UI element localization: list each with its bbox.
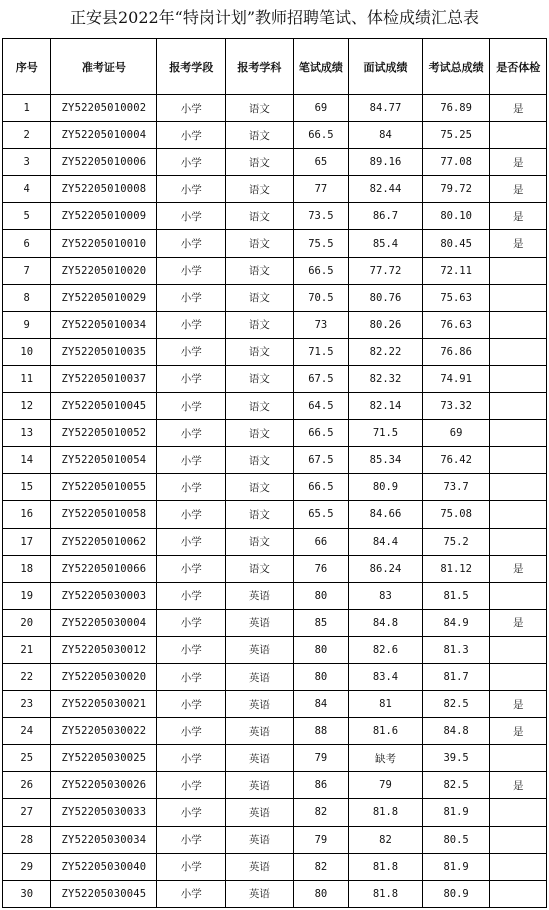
cell-interview-score: 82.14 (349, 393, 423, 420)
cell-subject: 语文 (226, 447, 294, 474)
cell-written-score: 79 (293, 745, 349, 772)
cell-exam-id: ZY52205010055 (51, 474, 157, 501)
cell-seq: 6 (3, 230, 51, 257)
table-row (3, 447, 547, 474)
cell-seq: 17 (3, 528, 51, 555)
cell-exam-id: ZY52205010009 (51, 203, 157, 230)
cell-total-score: 75.2 (422, 528, 490, 555)
cell-subject: 英语 (226, 718, 294, 745)
cell-stage: 小学 (157, 284, 226, 311)
cell-seq: 20 (3, 609, 51, 636)
header-stage: 报考学段 (157, 39, 226, 95)
table-row (3, 718, 547, 745)
cell-total-score: 73.7 (422, 474, 490, 501)
cell-written-score: 77 (293, 176, 349, 203)
cell-seq: 30 (3, 880, 51, 907)
cell-interview-score: 85.4 (349, 230, 423, 257)
cell-exam-id: ZY52205030012 (51, 636, 157, 663)
table-row (3, 853, 547, 880)
cell-interview-score: 81 (349, 691, 423, 718)
cell-total-score: 84.8 (422, 718, 490, 745)
cell-physical-exam (490, 311, 547, 338)
cell-stage: 小学 (157, 555, 226, 582)
header-physical-exam: 是否体检 (490, 39, 547, 95)
table-row (3, 393, 547, 420)
cell-subject: 语文 (226, 420, 294, 447)
cell-seq: 9 (3, 311, 51, 338)
cell-physical-exam: 是 (490, 772, 547, 799)
cell-total-score: 82.5 (422, 691, 490, 718)
cell-physical-exam (490, 501, 547, 528)
cell-stage: 小学 (157, 230, 226, 257)
cell-physical-exam (490, 474, 547, 501)
cell-stage: 小学 (157, 393, 226, 420)
score-table (2, 38, 547, 908)
cell-total-score: 80.45 (422, 230, 490, 257)
cell-subject: 语文 (226, 393, 294, 420)
table-row (3, 257, 547, 284)
cell-total-score: 74.91 (422, 365, 490, 392)
cell-written-score: 84 (293, 691, 349, 718)
cell-written-score: 88 (293, 718, 349, 745)
cell-seq: 11 (3, 365, 51, 392)
cell-seq: 27 (3, 799, 51, 826)
cell-interview-score: 缺考 (349, 745, 423, 772)
cell-seq: 21 (3, 636, 51, 663)
cell-exam-id: ZY52205010002 (51, 95, 157, 122)
cell-written-score: 65.5 (293, 501, 349, 528)
cell-seq: 7 (3, 257, 51, 284)
cell-total-score: 81.7 (422, 663, 490, 690)
page-title: 正安县2022年“特岗计划”教师招聘笔试、体检成绩汇总表 (69, 8, 480, 27)
header-interview-score: 面试成绩 (349, 39, 423, 95)
header-seq: 序号 (3, 39, 51, 95)
cell-physical-exam: 是 (490, 176, 547, 203)
cell-interview-score: 81.8 (349, 853, 423, 880)
cell-exam-id: ZY52205030033 (51, 799, 157, 826)
cell-subject: 英语 (226, 609, 294, 636)
cell-physical-exam: 是 (490, 555, 547, 582)
cell-physical-exam (490, 528, 547, 555)
cell-physical-exam (490, 636, 547, 663)
cell-subject: 语文 (226, 257, 294, 284)
cell-exam-id: ZY52205010010 (51, 230, 157, 257)
header-subject: 报考学科 (226, 39, 294, 95)
cell-seq: 22 (3, 663, 51, 690)
table-row (3, 528, 547, 555)
cell-total-score: 81.12 (422, 555, 490, 582)
cell-written-score: 66.5 (293, 122, 349, 149)
cell-stage: 小学 (157, 149, 226, 176)
cell-stage: 小学 (157, 663, 226, 690)
cell-interview-score: 83 (349, 582, 423, 609)
table-row (3, 95, 547, 122)
cell-stage: 小学 (157, 474, 226, 501)
cell-seq: 26 (3, 772, 51, 799)
cell-written-score: 86 (293, 772, 349, 799)
cell-written-score: 82 (293, 853, 349, 880)
cell-written-score: 70.5 (293, 284, 349, 311)
cell-physical-exam: 是 (490, 149, 547, 176)
cell-exam-id: ZY52205010045 (51, 393, 157, 420)
cell-subject: 英语 (226, 636, 294, 663)
cell-stage: 小学 (157, 176, 226, 203)
cell-exam-id: ZY52205030045 (51, 880, 157, 907)
cell-subject: 语文 (226, 365, 294, 392)
table-row (3, 176, 547, 203)
cell-subject: 语文 (226, 149, 294, 176)
cell-interview-score: 86.24 (349, 555, 423, 582)
cell-seq: 4 (3, 176, 51, 203)
cell-interview-score: 82.22 (349, 338, 423, 365)
cell-interview-score: 80.9 (349, 474, 423, 501)
cell-interview-score: 89.16 (349, 149, 423, 176)
cell-seq: 15 (3, 474, 51, 501)
cell-interview-score: 86.7 (349, 203, 423, 230)
cell-stage: 小学 (157, 582, 226, 609)
cell-total-score: 69 (422, 420, 490, 447)
cell-total-score: 80.5 (422, 826, 490, 853)
table-row (3, 772, 547, 799)
cell-physical-exam: 是 (490, 718, 547, 745)
cell-exam-id: ZY52205010020 (51, 257, 157, 284)
cell-subject: 语文 (226, 555, 294, 582)
table-row (3, 691, 547, 718)
cell-stage: 小学 (157, 447, 226, 474)
cell-interview-score: 81.6 (349, 718, 423, 745)
cell-physical-exam: 是 (490, 609, 547, 636)
cell-seq: 16 (3, 501, 51, 528)
cell-interview-score: 81.8 (349, 880, 423, 907)
table-row (3, 663, 547, 690)
cell-exam-id: ZY52205030003 (51, 582, 157, 609)
cell-physical-exam (490, 853, 547, 880)
table-row (3, 474, 547, 501)
cell-total-score: 39.5 (422, 745, 490, 772)
cell-subject: 语文 (226, 95, 294, 122)
cell-interview-score: 77.72 (349, 257, 423, 284)
cell-written-score: 80 (293, 582, 349, 609)
cell-seq: 24 (3, 718, 51, 745)
cell-exam-id: ZY52205030020 (51, 663, 157, 690)
cell-physical-exam (490, 447, 547, 474)
cell-written-score: 73.5 (293, 203, 349, 230)
cell-interview-score: 83.4 (349, 663, 423, 690)
cell-total-score: 75.08 (422, 501, 490, 528)
cell-interview-score: 79 (349, 772, 423, 799)
cell-written-score: 80 (293, 663, 349, 690)
cell-stage: 小学 (157, 420, 226, 447)
table-row (3, 230, 547, 257)
cell-stage: 小学 (157, 203, 226, 230)
cell-exam-id: ZY52205010034 (51, 311, 157, 338)
cell-subject: 语文 (226, 338, 294, 365)
header-total-score: 考试总成绩 (422, 39, 490, 95)
cell-subject: 英语 (226, 691, 294, 718)
cell-seq: 19 (3, 582, 51, 609)
cell-physical-exam (490, 582, 547, 609)
table-body (3, 95, 547, 908)
cell-total-score: 75.25 (422, 122, 490, 149)
cell-exam-id: ZY52205030025 (51, 745, 157, 772)
cell-seq: 2 (3, 122, 51, 149)
cell-physical-exam (490, 663, 547, 690)
cell-seq: 1 (3, 95, 51, 122)
cell-written-score: 67.5 (293, 447, 349, 474)
cell-exam-id: ZY52205030022 (51, 718, 157, 745)
cell-total-score: 81.3 (422, 636, 490, 663)
cell-subject: 语文 (226, 311, 294, 338)
header-row (3, 39, 547, 95)
cell-subject: 语文 (226, 474, 294, 501)
cell-exam-id: ZY52205010037 (51, 365, 157, 392)
cell-subject: 语文 (226, 176, 294, 203)
cell-subject: 语文 (226, 203, 294, 230)
cell-subject: 英语 (226, 582, 294, 609)
table-row (3, 555, 547, 582)
cell-stage: 小学 (157, 772, 226, 799)
cell-written-score: 67.5 (293, 365, 349, 392)
cell-written-score: 66.5 (293, 420, 349, 447)
cell-interview-score: 84.8 (349, 609, 423, 636)
cell-physical-exam: 是 (490, 203, 547, 230)
cell-seq: 28 (3, 826, 51, 853)
cell-physical-exam (490, 365, 547, 392)
cell-subject: 英语 (226, 745, 294, 772)
cell-total-score: 79.72 (422, 176, 490, 203)
cell-physical-exam: 是 (490, 230, 547, 257)
cell-subject: 英语 (226, 826, 294, 853)
cell-exam-id: ZY52205030034 (51, 826, 157, 853)
cell-stage: 小学 (157, 528, 226, 555)
cell-written-score: 75.5 (293, 230, 349, 257)
cell-seq: 5 (3, 203, 51, 230)
table-row (3, 880, 547, 907)
cell-exam-id: ZY52205030021 (51, 691, 157, 718)
cell-written-score: 80 (293, 880, 349, 907)
cell-seq: 13 (3, 420, 51, 447)
cell-stage: 小学 (157, 745, 226, 772)
cell-interview-score: 71.5 (349, 420, 423, 447)
cell-subject: 英语 (226, 799, 294, 826)
cell-exam-id: ZY52205010066 (51, 555, 157, 582)
cell-subject: 语文 (226, 122, 294, 149)
cell-stage: 小学 (157, 338, 226, 365)
table-row (3, 745, 547, 772)
cell-exam-id: ZY52205030026 (51, 772, 157, 799)
cell-total-score: 76.89 (422, 95, 490, 122)
cell-written-score: 71.5 (293, 338, 349, 365)
cell-physical-exam (490, 338, 547, 365)
cell-interview-score: 84.4 (349, 528, 423, 555)
cell-written-score: 69 (293, 95, 349, 122)
cell-exam-id: ZY52205010029 (51, 284, 157, 311)
cell-interview-score: 82 (349, 826, 423, 853)
cell-stage: 小学 (157, 826, 226, 853)
cell-subject: 语文 (226, 528, 294, 555)
cell-stage: 小学 (157, 122, 226, 149)
cell-written-score: 79 (293, 826, 349, 853)
cell-stage: 小学 (157, 609, 226, 636)
table-row (3, 826, 547, 853)
cell-physical-exam (490, 420, 547, 447)
cell-written-score: 82 (293, 799, 349, 826)
cell-stage: 小学 (157, 636, 226, 663)
cell-stage: 小学 (157, 880, 226, 907)
cell-total-score: 75.63 (422, 284, 490, 311)
table-row (3, 501, 547, 528)
cell-physical-exam (490, 393, 547, 420)
cell-interview-score: 81.8 (349, 799, 423, 826)
cell-seq: 29 (3, 853, 51, 880)
cell-interview-score: 80.76 (349, 284, 423, 311)
cell-seq: 10 (3, 338, 51, 365)
cell-total-score: 77.08 (422, 149, 490, 176)
cell-exam-id: ZY52205010052 (51, 420, 157, 447)
cell-seq: 12 (3, 393, 51, 420)
cell-exam-id: ZY52205010004 (51, 122, 157, 149)
cell-stage: 小学 (157, 799, 226, 826)
table-row (3, 420, 547, 447)
cell-seq: 18 (3, 555, 51, 582)
cell-exam-id: ZY52205010035 (51, 338, 157, 365)
cell-physical-exam (490, 880, 547, 907)
cell-seq: 23 (3, 691, 51, 718)
table-row (3, 609, 547, 636)
cell-written-score: 73 (293, 311, 349, 338)
cell-interview-score: 82.32 (349, 365, 423, 392)
table-row (3, 365, 547, 392)
cell-written-score: 76 (293, 555, 349, 582)
cell-written-score: 66.5 (293, 474, 349, 501)
cell-total-score: 81.5 (422, 582, 490, 609)
cell-exam-id: ZY52205010008 (51, 176, 157, 203)
cell-interview-score: 80.26 (349, 311, 423, 338)
cell-stage: 小学 (157, 95, 226, 122)
table-row (3, 799, 547, 826)
cell-stage: 小学 (157, 718, 226, 745)
cell-stage: 小学 (157, 365, 226, 392)
cell-stage: 小学 (157, 311, 226, 338)
table-row (3, 203, 547, 230)
cell-stage: 小学 (157, 257, 226, 284)
cell-stage: 小学 (157, 853, 226, 880)
cell-subject: 英语 (226, 772, 294, 799)
cell-exam-id: ZY52205010054 (51, 447, 157, 474)
header-exam-id: 准考证号 (51, 39, 157, 95)
cell-physical-exam (490, 745, 547, 772)
cell-subject: 语文 (226, 501, 294, 528)
cell-stage: 小学 (157, 501, 226, 528)
cell-subject: 语文 (226, 230, 294, 257)
cell-seq: 8 (3, 284, 51, 311)
cell-written-score: 85 (293, 609, 349, 636)
cell-physical-exam (490, 122, 547, 149)
cell-total-score: 76.42 (422, 447, 490, 474)
cell-interview-score: 84 (349, 122, 423, 149)
cell-total-score: 82.5 (422, 772, 490, 799)
cell-subject: 英语 (226, 880, 294, 907)
cell-physical-exam (490, 257, 547, 284)
cell-total-score: 72.11 (422, 257, 490, 284)
cell-written-score: 66.5 (293, 257, 349, 284)
cell-exam-id: ZY52205030040 (51, 853, 157, 880)
cell-exam-id: ZY52205010058 (51, 501, 157, 528)
table-row (3, 338, 547, 365)
cell-physical-exam (490, 284, 547, 311)
cell-seq: 25 (3, 745, 51, 772)
cell-subject: 英语 (226, 853, 294, 880)
cell-physical-exam (490, 826, 547, 853)
table-row (3, 284, 547, 311)
cell-exam-id: ZY52205010062 (51, 528, 157, 555)
cell-total-score: 73.32 (422, 393, 490, 420)
cell-stage: 小学 (157, 691, 226, 718)
table-row (3, 122, 547, 149)
cell-physical-exam: 是 (490, 95, 547, 122)
cell-written-score: 80 (293, 636, 349, 663)
header-written-score: 笔试成绩 (293, 39, 349, 95)
cell-interview-score: 84.77 (349, 95, 423, 122)
table-row (3, 636, 547, 663)
cell-total-score: 76.63 (422, 311, 490, 338)
cell-total-score: 76.86 (422, 338, 490, 365)
cell-physical-exam (490, 799, 547, 826)
table-row (3, 149, 547, 176)
cell-exam-id: ZY52205030004 (51, 609, 157, 636)
cell-total-score: 81.9 (422, 853, 490, 880)
cell-written-score: 66 (293, 528, 349, 555)
cell-seq: 3 (3, 149, 51, 176)
table-row (3, 582, 547, 609)
table-row (3, 311, 547, 338)
cell-written-score: 64.5 (293, 393, 349, 420)
cell-physical-exam: 是 (490, 691, 547, 718)
cell-total-score: 80.9 (422, 880, 490, 907)
cell-total-score: 84.9 (422, 609, 490, 636)
cell-total-score: 81.9 (422, 799, 490, 826)
cell-seq: 14 (3, 447, 51, 474)
cell-subject: 英语 (226, 663, 294, 690)
cell-exam-id: ZY52205010006 (51, 149, 157, 176)
cell-interview-score: 84.66 (349, 501, 423, 528)
cell-total-score: 80.10 (422, 203, 490, 230)
cell-subject: 语文 (226, 284, 294, 311)
cell-written-score: 65 (293, 149, 349, 176)
cell-interview-score: 82.6 (349, 636, 423, 663)
cell-interview-score: 82.44 (349, 176, 423, 203)
cell-interview-score: 85.34 (349, 447, 423, 474)
